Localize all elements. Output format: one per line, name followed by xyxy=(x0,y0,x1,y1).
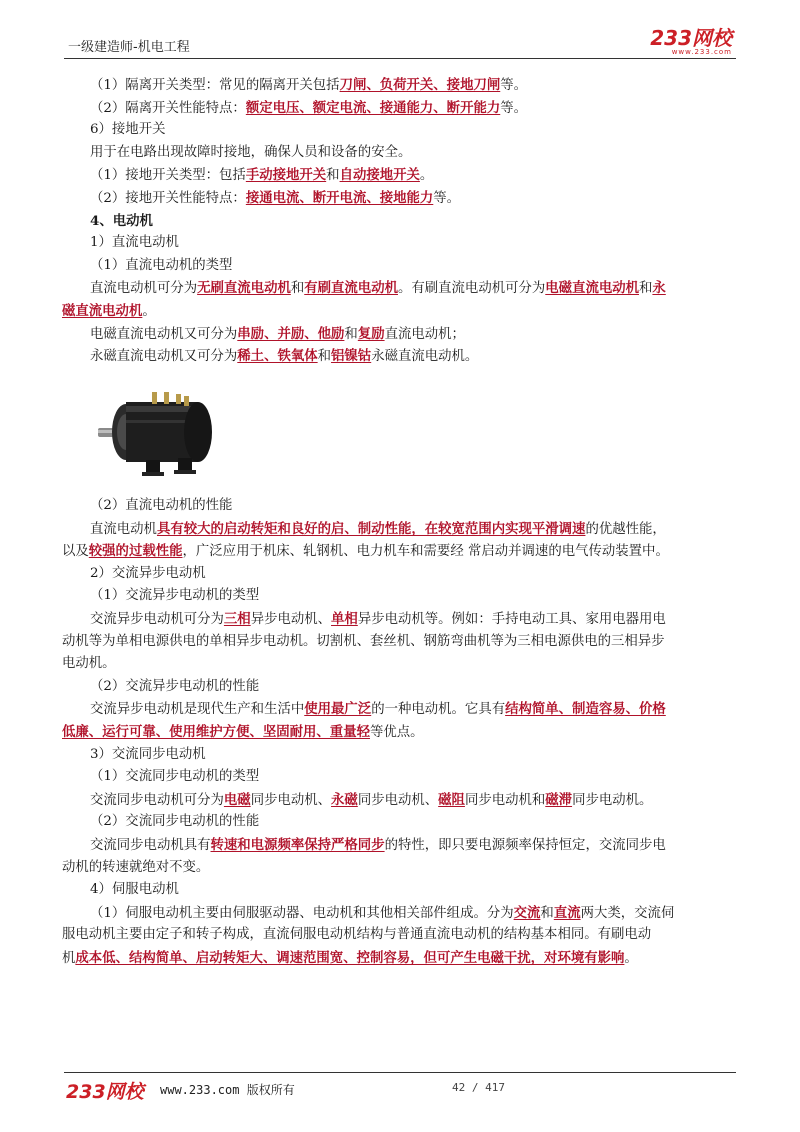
text-span: 4）伺服电动机 xyxy=(90,882,179,898)
text-line xyxy=(90,74,740,97)
brand-logo[interactable] xyxy=(650,28,732,56)
text-span: 同步电动机、 xyxy=(357,792,439,808)
highlighted-keyword: 单相 xyxy=(331,610,358,627)
text-line xyxy=(62,631,740,654)
highlighted-keyword: 低廉、运行可靠、使用维护方便、坚固耐用、重量轻 xyxy=(62,723,370,740)
highlighted-keyword: 串励、并励、他励 xyxy=(237,325,345,342)
text-line xyxy=(90,323,740,346)
text-span: 电磁直流电动机又可分为 xyxy=(90,326,238,342)
text-line xyxy=(90,119,740,142)
highlighted-keyword: 使用最广泛 xyxy=(304,701,372,718)
footer-logo[interactable]: 233网校 xyxy=(66,1081,144,1103)
text-span: （2）隔离开关性能特点： xyxy=(90,100,246,116)
text-line xyxy=(62,721,740,744)
highlighted-keyword: 电磁 xyxy=(223,791,251,808)
text-span: （2）交流异步电动机的性能 xyxy=(90,678,260,694)
text-line xyxy=(62,300,740,323)
text-span: 的特性，即只要电源频率保持恒定，交流同步电 xyxy=(384,837,666,853)
highlighted-keyword: 磁滞 xyxy=(545,791,573,808)
text-span: 永磁直流电动机。 xyxy=(371,349,479,365)
highlighted-keyword: 刀闸、负荷开关、接地刀闸 xyxy=(339,77,501,93)
text-span: 两大类，交流伺 xyxy=(580,905,675,921)
highlighted-keyword: 具有较大的启动转矩和良好的启、制动性能，在较宽范围内实现平滑调速 xyxy=(156,520,586,537)
highlighted-keyword: 转速和电源频率保持严格同步 xyxy=(210,836,385,853)
highlighted-keyword: 额定电压、额定电流、接通能力、断开能力 xyxy=(245,99,501,116)
text-span: （1）交流同步电动机的类型 xyxy=(90,769,260,785)
text-line xyxy=(90,210,740,233)
footer-copyright: www.233.com 版权所有 xyxy=(160,1083,295,1097)
text-span: 。 xyxy=(624,950,638,966)
highlighted-keyword: 有刷直流电动机 xyxy=(304,280,398,297)
text-line xyxy=(90,811,740,834)
text-span: 和 xyxy=(540,905,554,921)
text-span: 6）接地开关 xyxy=(90,122,166,138)
text-line xyxy=(90,608,740,631)
highlighted-keyword: 三相 xyxy=(223,610,251,627)
highlighted-keyword: 直流 xyxy=(553,904,581,921)
text-line xyxy=(90,518,740,541)
highlighted-keyword: 无刷直流电动机 xyxy=(197,280,291,297)
text-line xyxy=(90,97,740,120)
text-span: （1）隔离开关类型：常见的隔离开关包括 xyxy=(90,78,340,93)
highlighted-keyword: 接通电流、断开电流、接地能力 xyxy=(245,189,434,206)
text-span: （1）接地开关类型：包括 xyxy=(90,168,246,184)
text-line xyxy=(62,924,740,947)
text-span: 和 xyxy=(317,349,332,365)
text-line xyxy=(90,698,740,721)
text-span: 同步电动机。 xyxy=(572,792,653,808)
text-span: 用于在电路出现故障时接地，确保人员和设备的安全。 xyxy=(90,144,412,160)
text-span: 动机的转速就绝对不变。 xyxy=(62,859,210,875)
brand-logo-url: www.233.com xyxy=(671,48,732,56)
text-line xyxy=(90,187,740,210)
text-span: 异步电动机等。例如：手持电动工具、家用电器用电 xyxy=(357,611,666,627)
text-span: （1）直流电动机的类型 xyxy=(90,257,233,273)
text-span: 。 xyxy=(419,168,434,184)
highlighted-keyword: 结构简单、制造容易、价格 xyxy=(505,701,666,718)
text-span: 交流同步电动机可分为 xyxy=(90,792,224,808)
text-span: 交流同步电动机具有 xyxy=(90,837,211,853)
dc-motor-image xyxy=(96,380,218,478)
text-span: 直流电动机 xyxy=(90,521,157,537)
text-span: 等。 xyxy=(500,78,528,93)
text-span: 和 xyxy=(639,281,653,297)
text-span: 2）交流异步电动机 xyxy=(90,565,206,581)
text-span: 交流异步电动机是现代生产和生活中 xyxy=(90,702,305,718)
text-span: 的一种电动机。它具有 xyxy=(371,702,506,718)
text-span: 和 xyxy=(344,326,358,342)
text-line xyxy=(90,789,740,812)
text-line xyxy=(90,766,740,789)
text-span: （2）直流电动机的性能 xyxy=(90,498,233,513)
text-line xyxy=(90,676,740,699)
highlighted-keyword: 铝镍钴 xyxy=(331,348,372,365)
brand-logo-text: 233网校 xyxy=(650,26,732,50)
text-span: 同步电动机和 xyxy=(464,792,546,808)
text-span: （2）交流同步电动机的性能 xyxy=(90,814,260,830)
text-line xyxy=(62,947,740,970)
page-footer xyxy=(64,1072,736,1103)
page-header xyxy=(64,28,736,59)
document-title: 一级建造师-机电工程 xyxy=(68,40,190,55)
text-line xyxy=(90,232,740,255)
text-block-lower xyxy=(62,495,740,969)
text-span: 同步电动机、 xyxy=(250,792,332,808)
text-line xyxy=(90,585,740,608)
highlighted-keyword: 磁阻 xyxy=(438,791,465,808)
highlighted-keyword: 电磁直流电动机 xyxy=(545,280,640,297)
text-span: 和 xyxy=(326,168,340,184)
text-span: 等。 xyxy=(433,190,461,206)
text-line xyxy=(90,495,740,518)
text-span: 服电动机主要由定子和转子构成，直流伺服电动机结构与普通直流电动机的结构基本相同。有刷电动 xyxy=(62,927,652,943)
text-span: ，广泛应用于机床、轧钢机、电力机车和需要经 常启动并调速的电气传动装置中。 xyxy=(182,544,669,560)
text-line xyxy=(90,834,740,857)
text-span: （1）伺服电动机主要由伺服驱动器、电动机和其他相关部件组成。分为 xyxy=(90,905,514,921)
highlighted-keyword: 较强的过载性能 xyxy=(88,543,183,560)
highlighted-keyword: 手动接地开关 xyxy=(245,167,327,184)
highlighted-keyword: 磁直流电动机 xyxy=(62,302,143,319)
text-span: （1）交流异步电动机的类型 xyxy=(90,588,260,604)
text-span: 动机等为单相电源供电的单相异步电动机。切割机、套丝机、钢筋弯曲机等为三相电源供电的三相异步 xyxy=(62,633,665,649)
text-span: 3）交流同步电动机 xyxy=(90,746,206,762)
highlighted-keyword: 永磁 xyxy=(331,791,358,808)
text-line xyxy=(90,164,740,187)
page-number: 42 / 417 xyxy=(452,1081,505,1094)
text-line xyxy=(90,277,740,300)
text-span: 等优点。 xyxy=(369,724,424,740)
text-span: 机 xyxy=(62,950,76,966)
text-line xyxy=(90,902,740,925)
text-line xyxy=(90,345,740,368)
highlighted-keyword: 稀土、铁氧体 xyxy=(237,348,318,365)
text-line xyxy=(62,540,740,563)
highlighted-keyword: 复励 xyxy=(357,325,385,342)
text-line xyxy=(90,255,740,278)
text-span: （2）接地开关性能特点： xyxy=(90,190,246,206)
text-span: 异步电动机、 xyxy=(250,611,332,627)
text-line xyxy=(62,857,740,880)
text-span: 以及 xyxy=(62,544,89,560)
text-span: 直流电动机可分为 xyxy=(90,281,198,297)
text-span: 。 xyxy=(142,303,156,319)
highlighted-keyword: 交流 xyxy=(513,904,541,921)
text-span: 等。 xyxy=(500,100,528,116)
text-span: 直流电动机； xyxy=(384,326,465,342)
text-line xyxy=(90,563,740,586)
text-line xyxy=(90,744,740,767)
highlighted-keyword: 成本低、结构简单、启动转矩大、调速范围宽、控制容易，但可产生电磁干扰，对环境有影响 xyxy=(75,949,625,966)
highlighted-keyword: 永 xyxy=(652,280,666,297)
text-span: 1）直流电动机 xyxy=(90,235,179,251)
text-block-upper xyxy=(62,74,740,368)
text-span: 电动机。 xyxy=(62,656,116,672)
text-line xyxy=(90,142,740,165)
text-span: 交流异步电动机可分为 xyxy=(90,611,224,627)
text-span: 和 xyxy=(290,281,305,297)
text-span: 永磁直流电动机又可分为 xyxy=(90,349,238,365)
highlighted-keyword: 自动接地开关 xyxy=(339,167,420,184)
text-line xyxy=(90,879,740,902)
text-span: 4、电动机 xyxy=(90,212,153,229)
text-line xyxy=(62,653,740,676)
text-span: 的优越性能， xyxy=(585,521,666,537)
text-span: 。有刷直流电动机可分为 xyxy=(397,281,546,297)
